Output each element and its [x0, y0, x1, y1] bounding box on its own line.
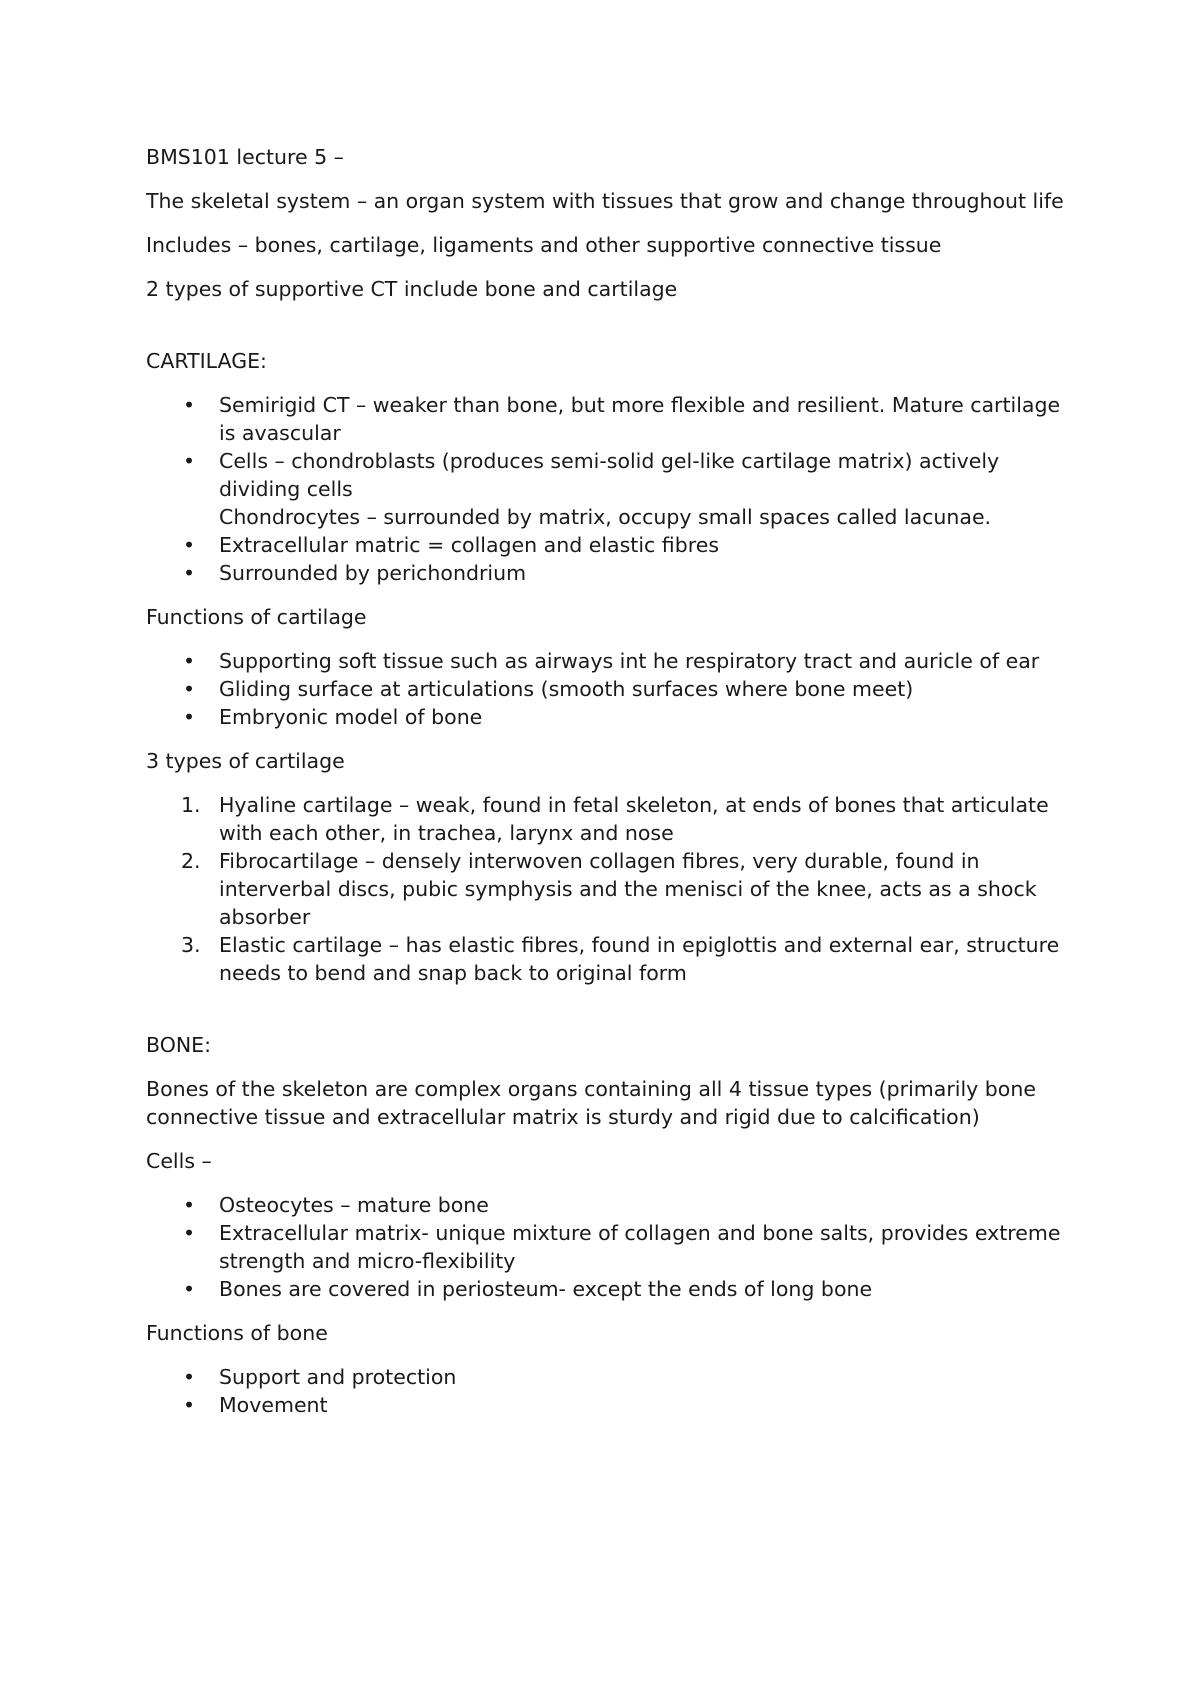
number-marker: 2. [181, 849, 201, 873]
number-marker: 1. [181, 793, 201, 817]
spacer [146, 319, 1076, 347]
list-item-text: Osteocytes – mature bone [219, 1193, 489, 1217]
bullet-marker: • [183, 561, 196, 585]
list-item-text: Support and protection [219, 1365, 457, 1389]
list-item-text: Supporting soft tissue such as airways int he respiratory tract and auricle of ear [219, 649, 1040, 673]
cartilage-types-heading: 3 types of cartilage [146, 749, 345, 773]
cartilage-functions-list [146, 647, 1076, 731]
bone-heading: BONE: [146, 1033, 212, 1057]
number-marker: 3. [181, 933, 201, 957]
bullet-marker: • [183, 1221, 196, 1245]
cartilage-types-list [146, 791, 1076, 987]
cartilage-bullet-list [146, 391, 1076, 587]
list-item [146, 847, 1076, 931]
list-item-text: Bones are covered in periosteum- except the ends of long bone [219, 1277, 873, 1301]
list-item [146, 531, 1076, 559]
intro-paragraph-3: 2 types of supportive CT include bone and cartilage [146, 277, 678, 301]
bullet-marker: • [183, 649, 196, 673]
list-item-text: Gliding surface at articulations (smooth surfaces where bone meet) [219, 677, 914, 701]
document-title: BMS101 lecture 5 – [146, 145, 344, 169]
document-page [146, 143, 1076, 1435]
list-item-text: Fibrocartilage – densely interwoven collagen fibres, very durable, found in interverbal discs, pubic symphysis and the menisci of the knee, acts as a shock absorber [219, 849, 1037, 929]
list-item-text: Cells – chondroblasts (produces semi-solid gel-like cartilage matrix) actively dividing cells [219, 449, 1000, 501]
list-item [146, 703, 1076, 731]
list-item [146, 675, 1076, 703]
list-item-text: Hyaline cartilage – weak, found in fetal skeleton, at ends of bones that articulate with each other, in trachea, larynx and nose [219, 793, 1049, 845]
bone-cells-list [146, 1191, 1076, 1303]
bullet-marker: • [183, 393, 196, 417]
list-item-continuation: Chondrocytes – surrounded by matrix, occupy small spaces called lacunae. [219, 505, 992, 529]
list-item [146, 931, 1076, 987]
list-item [146, 1275, 1076, 1303]
list-item-text: Semirigid CT – weaker than bone, but more flexible and resilient. Mature cartilage is avascular [219, 393, 1061, 445]
list-item-text: Extracellular matrix- unique mixture of collagen and bone salts, provides extreme strength and micro-flexibility [219, 1221, 1061, 1273]
list-item [146, 1391, 1076, 1419]
bullet-marker: • [183, 1277, 196, 1301]
list-item [146, 447, 1076, 531]
list-item [146, 391, 1076, 447]
bullet-marker: • [183, 1365, 196, 1389]
list-item-text: Elastic cartilage – has elastic fibres, found in epiglottis and external ear, structure needs to bend and snap back to original form [219, 933, 1060, 985]
bone-intro-paragraph: Bones of the skeleton are complex organs containing all 4 tissue types (primarily bone connective tissue and extracellular matrix is sturdy and rigid due to calcification) [146, 1077, 1036, 1129]
bullet-marker: • [183, 1193, 196, 1217]
intro-paragraph-1: The skeletal system – an organ system with tissues that grow and change throughout life [146, 189, 1064, 213]
list-item [146, 1191, 1076, 1219]
list-item-text: Extracellular matric = collagen and elastic fibres [219, 533, 720, 557]
list-item-text: Movement [219, 1393, 328, 1417]
list-item [146, 647, 1076, 675]
bullet-marker: • [183, 705, 196, 729]
intro-paragraph-2: Includes – bones, cartilage, ligaments and other supportive connective tissue [146, 233, 942, 257]
bullet-marker: • [183, 677, 196, 701]
bullet-marker: • [183, 1393, 196, 1417]
list-item [146, 1219, 1076, 1275]
bone-functions-heading: Functions of bone [146, 1321, 328, 1345]
cartilage-heading: CARTILAGE: [146, 349, 267, 373]
list-item [146, 1363, 1076, 1391]
list-item-text: Surrounded by perichondrium [219, 561, 527, 585]
list-item [146, 559, 1076, 587]
bullet-marker: • [183, 533, 196, 557]
spacer [146, 1003, 1076, 1031]
list-item-text: Embryonic model of bone [219, 705, 483, 729]
bullet-marker: • [183, 449, 196, 473]
list-item [146, 791, 1076, 847]
cartilage-functions-heading: Functions of cartilage [146, 605, 367, 629]
bone-cells-heading: Cells – [146, 1149, 212, 1173]
bone-functions-list [146, 1363, 1076, 1419]
